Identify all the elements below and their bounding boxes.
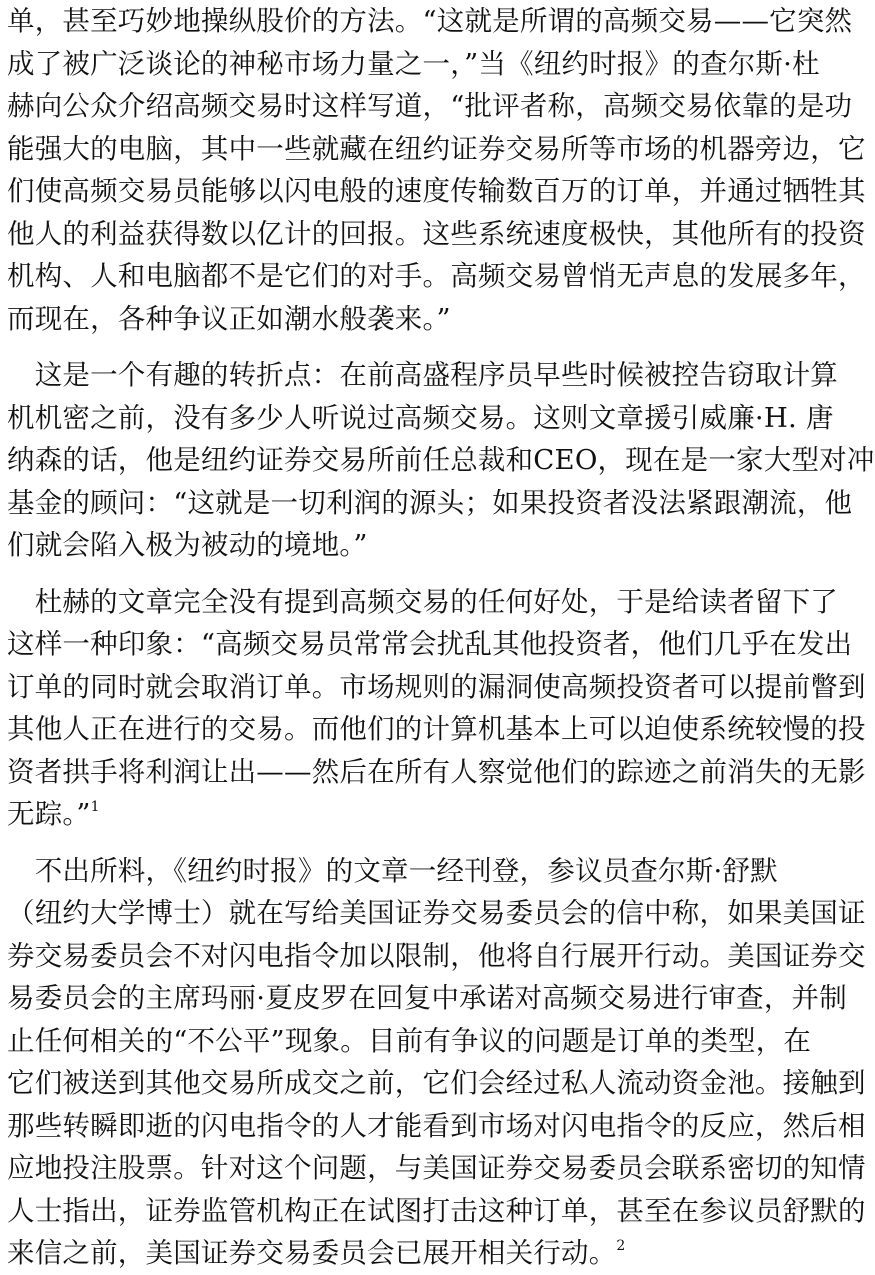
paragraph-3 (7, 581, 866, 836)
text-line: 这样一种印象：“高频交易员常常会扰乱其他投资者，他们几乎在发出 (7, 628, 853, 660)
paragraph-1 (7, 0, 866, 340)
text-line: 他人的利益获得数以亿计的回报。这些系统速度极快，其他所有的投资 (7, 217, 866, 250)
text-line: 机构、人和电脑都不是它们的对手。高频交易曾悄无声息的发展多年， (7, 260, 866, 292)
text-line: 那些转瞬即逝的闪电指令的人才能看到市场对闪电指令的反应，然后相 (7, 1109, 866, 1142)
text-line: 们使高频交易员能够以闪电般的速度传输数百万的订单，并通过牺牲其 (7, 175, 866, 207)
text-line-with-footnote (7, 1232, 748, 1275)
text-line: 纳森的话，他是纽约证券交易所前任总裁和CEO，现在是一家大型对冲 (7, 444, 875, 476)
text-line: 单，甚至巧妙地操纵股价的方法。“这就是所谓的高频交易——它突然 (7, 5, 853, 37)
text-line: 赫向公众介绍高频交易时这样写道，“批评者称，高频交易依靠的是功 (7, 90, 853, 122)
text-line: 它们被送到其他交易所成交之前，它们会经过私人流动资金池。接触到 (7, 1067, 866, 1099)
text-line: 成了被广泛谈论的神秘市场力量之一，”当《纽约时报》的查尔斯·杜 (7, 47, 820, 80)
footnote-marker: 1 (90, 799, 100, 815)
text-line: 止任何相关的“不公平”现象。目前有争议的问题是订单的类型，在 (7, 1024, 812, 1057)
text-line: 而现在，各种争议正如潮水般袭来。” (7, 302, 451, 335)
text-line: 机机密之前，没有多少人听说过高频交易。这则文章援引威廉·H. 唐 (7, 401, 834, 434)
text-line: 应地投注股票。针对这个问题，与美国证券交易委员会联系密切的知情 (7, 1152, 866, 1184)
paragraph-2 (7, 354, 875, 567)
text-line: 资者拱手将利润让出——然后在所有人察觉他们的踪迹之前消失的无影 (7, 755, 866, 788)
paragraph-gap (7, 340, 748, 354)
text-line: 订单的同时就会取消订单。市场规则的漏洞使高频投资者可以提前瞥到 (7, 670, 866, 703)
text-line: 无踪。” (7, 798, 91, 830)
text-line: 们就会陷入极为被动的境地。” (7, 529, 368, 561)
text-line: 能强大的电脑，其中一些就藏在纽约证券交易所等市场的机器旁边，它 (7, 132, 866, 165)
text-line: 这是一个有趣的转折点：在前高盛程序员早些时候被控告窃取计算 (7, 359, 838, 391)
text-line: 券交易委员会不对闪电指令加以限制，他将自行展开行动。美国证券交 (7, 939, 866, 972)
text-line: 来信之前，美国证券交易委员会已展开相关行动。 (7, 1237, 617, 1269)
text-line: 杜赫的文章完全没有提到高频交易的任何好处，于是给读者留下了 (7, 585, 838, 618)
footnote-marker: 2 (616, 1238, 626, 1254)
paragraph-4 (7, 850, 866, 1275)
text-line: 其他人正在进行的交易。而他们的计算机基本上可以迫使系统较慢的投 (7, 713, 866, 745)
text-line: 不出所料，《纽约时报》的文章一经刊登，参议员查尔斯·舒默 (7, 854, 778, 887)
text-line: （纽约大学博士）就在写给美国证券交易委员会的信中称，如果美国证 (7, 897, 866, 929)
text-line-with-footnote (7, 793, 748, 836)
text-line: 基金的顾问：“这就是一切利润的源头；如果投资者没法紧跟潮流，他 (7, 486, 853, 519)
paragraph-gap (7, 567, 748, 581)
text-line: 人士指出，证券监管机构正在试图打击这种订单，甚至在参议员舒默的 (7, 1194, 866, 1227)
text-line: 易委员会的主席玛丽·夏皮罗在回复中承诺对高频交易进行审查，并制 (7, 982, 847, 1014)
paragraph-gap (7, 836, 748, 850)
